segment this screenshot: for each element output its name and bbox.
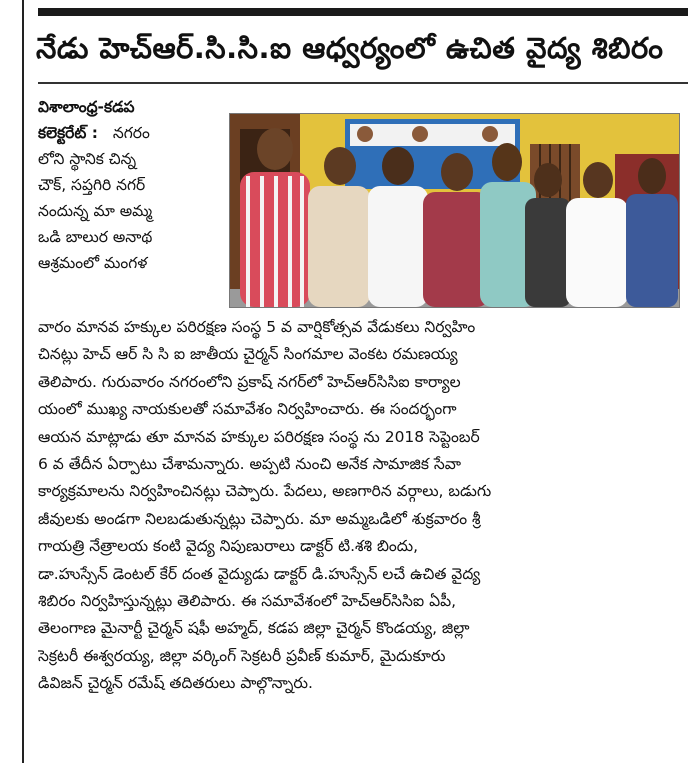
side-line-3: నందున్న మా అమ్మ (38, 202, 153, 220)
body-line: కార్యక్రమాలను నిర్వహించినట్లు చెప్పారు. పేదలు, అణగారిన వర్గాలు, బడుగు (38, 482, 492, 501)
body-line: గాయత్రి నేత్రాలయ కంటి వైద్య నిపుణురాలు డాక్టర్ టి.శశి బిందు, (38, 537, 419, 556)
byline-block (38, 94, 228, 276)
side-line-2: చౌక్, సప్తగిరి నగర్ (38, 176, 146, 194)
side-line-4: ఒడి బాలుర అనాథ (38, 228, 153, 246)
side-line-1: లోని స్థానిక చిన్న (38, 150, 137, 168)
body-line: తెలంగాణ మైనార్టీ చైర్మన్ షఫీ అహ్మద్, కడప జిల్లా చైర్మన్ కొండయ్య, జిల్లా (38, 619, 470, 638)
body-line: శిబిరం నిర్వహిస్తున్నట్లు తెలిపారు. ఈ సమావేశంలో హెచ్ఆర్‌సిసిఐ ఏపీ, (38, 592, 457, 611)
body-line: వారం మానవ హక్కుల పరిరక్షణ సంస్థ 5 వ వార్షికోత్సవ వేడుకలు నిర్వహిం (38, 318, 476, 336)
body-line: సెక్రటరీ ఈశ్వరయ్య, జిల్లా వర్కింగ్ సెక్రటరీ ప్రవీణ్ కుమార్, మైదుకూరు (38, 646, 446, 665)
byline-place: విశాలాంధ్ర-కడప (38, 98, 135, 116)
body-line: చినట్లు హెచ్ ఆర్ సి సి ఐ జాతీయ చైర్మన్ సింగమాల వెంకట రమణయ్య (38, 345, 458, 364)
byline-dateline-row (38, 120, 228, 146)
headline-rule (38, 82, 688, 84)
body-line: ఆయన మాట్లాడు తూ మానవ హక్కుల పరిరక్షణ సంస్థ ను 2018 సెప్టెంబర్ (38, 427, 480, 446)
body-line: డివిజన్ చైర్మన్ రమేష్ తదితరులు పాల్గొన్నారు. (38, 674, 313, 693)
article-headline: నేడు హెచ్ఆర్.సి.సి.ఐ ఆధ్వర్యంలో ఉచిత వైద్య శిబిరం (36, 31, 664, 65)
article-body (38, 314, 688, 698)
byline-dateline: కలెక్టరేట్ : (38, 124, 98, 142)
body-line: యంలో ముఖ్య నాయకులతో సమావేశం నిర్వహించారు. ఈ సందర్భంగా (38, 400, 457, 419)
body-line: డా.హుస్సేన్ డెంటల్ కేర్ దంత వైద్యుడు డాక్టర్ డి.హుస్సేన్ లచే ఉచిత వైద్య (38, 564, 481, 583)
side-line-0: నగరం (112, 124, 150, 142)
body-line: 6 వ తేదీన ఏర్పాటు చేశామన్నారు. అప్పటి నుంచి అనేక సామాజిక సేవా (38, 455, 461, 474)
top-rule (38, 8, 688, 16)
photo-group-of-men-icon (230, 114, 679, 307)
left-column-rule (22, 0, 24, 763)
side-line-5: ఆశ్రమంలో మంగళ (38, 254, 148, 272)
article-photo (229, 113, 680, 308)
body-line: తెలిపారు. గురువారం నగరంలోని ప్రకాష్ నగర్‌లో హెచ్ఆర్‌సిసిఐ కార్యాల (38, 372, 461, 391)
body-line: జీవులకు అండగా నిలబడుతున్నట్లు చెప్పారు. మా అమ్మఒడిలో శుక్రవారం శ్రీ (38, 509, 481, 528)
